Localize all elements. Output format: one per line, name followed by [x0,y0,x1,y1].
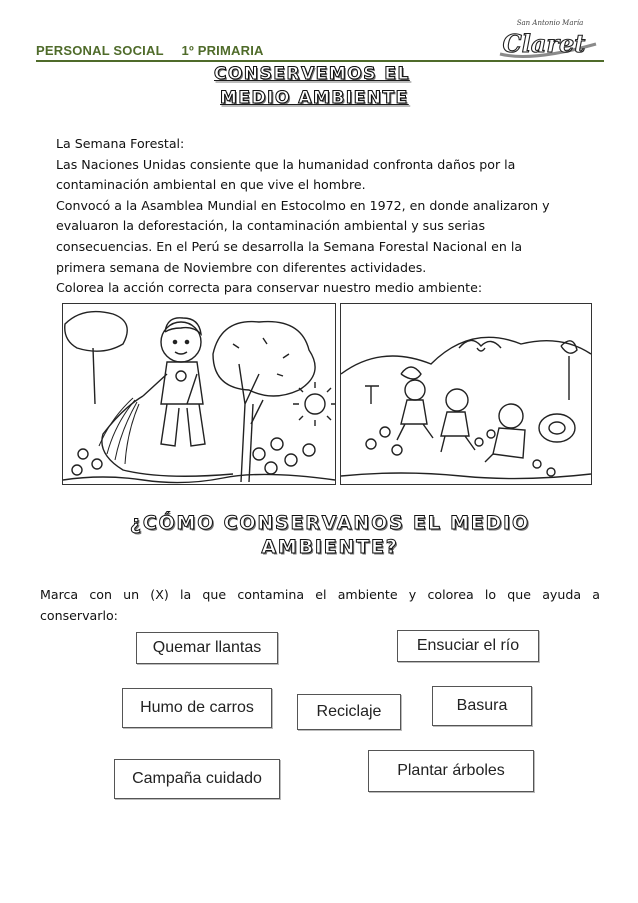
paragraph-line: Colorea la acción correcta para conservar nuestro medio ambiente: [56,280,483,296]
subtitle-line-1: ¿CÓMO CONSERVANOS EL MEDIO [130,512,530,534]
paragraph-line: consecuencias. En el Perú se desarrolla la Semana Forestal Nacional en la [56,238,523,254]
title-line-2: MEDIO AMBIENTE [220,88,409,108]
instructions-line-1: Marca con un (X) la que contamina el ambiente y colorea lo que ayuda a [40,587,600,602]
grade-label: 1º PRIMARIA [181,43,264,58]
paragraph-line: contaminación ambiental en que vive el hombre. [56,177,366,193]
subtitle-line-2: AMBIENTE? [261,536,399,558]
instructions [40,585,600,626]
intro-paragraph [56,134,604,299]
paragraph-line: Las Naciones Unidas consiente que la humanidad confronta daños por la [56,156,516,172]
option-campana-cuidado[interactable]: Campaña cuidado [114,759,280,799]
option-plantar-arboles[interactable]: Plantar árboles [368,750,534,792]
option-quemar-llantas[interactable]: Quemar llantas [136,632,278,664]
option-reciclaje[interactable]: Reciclaje [297,694,401,730]
paragraph-line: primera semana de Noviembre con diferentes actividades. [56,259,427,275]
illustration-children-planting [340,303,592,485]
paragraph-line: evaluaron la deforestación, la contaminación ambiental y sus serias [56,218,486,234]
instructions-line-2: conservarlo: [40,607,118,623]
option-basura[interactable]: Basura [432,686,532,726]
option-ensuciar-rio[interactable]: Ensuciar el río [397,630,539,662]
header-course [36,43,264,58]
paragraph-line: La Semana Forestal: [56,136,185,151]
option-humo-carros[interactable]: Humo de carros [122,688,272,728]
title-line-1: CONSERVEMOS EL [214,64,410,84]
logo-text: Claret [502,29,586,58]
claret-logo [492,14,604,64]
subject-label: PERSONAL SOCIAL [36,43,164,58]
logo-subtext: San Antonio María [516,19,584,27]
paragraph-line: Convocó a la Asamblea Mundial en Estocolmo en 1972, en donde analizaron y [56,197,550,213]
illustration-watering-plants [62,303,336,485]
